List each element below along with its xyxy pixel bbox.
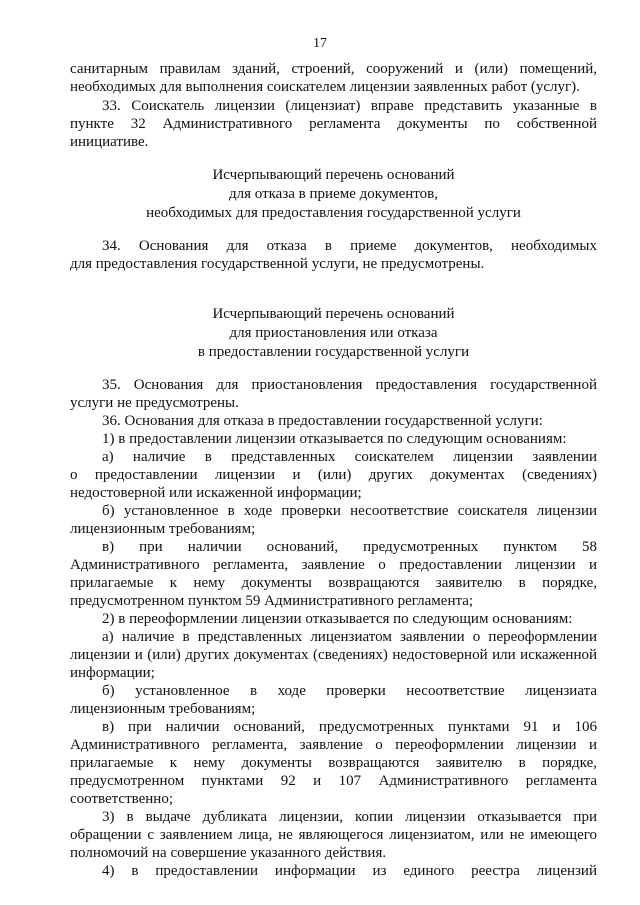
text-line: б) установленное в ходе проверки несоответствие соискателя лицензии [102,503,597,519]
text-line: необходимых для выполнения соискателем лицензии заявленных работ (услуг). [70,79,580,95]
text-line: обращении с заявлением лица, не являющегося лицензиатом, или не имеющего [70,827,597,843]
text-line: предусмотренном пунктами 92 и 107 Административного регламента [70,773,597,789]
text-line: в) при наличии оснований, предусмотренных пунктом 58 [102,539,597,555]
text-line: недостоверной или искаженной информации; [70,485,362,501]
section-heading-2 [70,305,597,362]
paragraph-34 [70,237,597,273]
text-line: лицензии и (или) других документах (сведениях) недостоверной или искаженной [70,647,597,663]
heading-line: Исчерпывающий перечень оснований [212,306,455,322]
text-line: о предоставлении лицензии и (или) других документах (сведениях) [70,467,597,483]
page-number: 17 [313,36,327,51]
text-line: предусмотренном пунктом 59 Административного регламента; [70,593,474,609]
text-line: Административного регламента, заявление о переоформлении лицензии и [70,737,597,753]
text-line: лицензионным требованиям; [70,701,256,717]
paragraph-33 [70,97,597,151]
text-line: соответственно; [70,791,173,807]
text-line: информации; [70,665,155,681]
text-line: санитарным правилам зданий, строений, сооружений и (или) помещений, [70,61,597,77]
text-line: прилагаемые к нему документы возвращаются заявителю в порядке, [70,755,597,771]
text-line: а) наличие в представленных соискателем лицензии заявлении [102,449,597,465]
heading-line: для приостановления или отказа [229,325,438,341]
text-line: 36. Основания для отказа в предоставлении государственной услуги: [102,413,543,429]
text-line: инициативе. [70,134,149,150]
text-line: прилагаемые к нему документы возвращаются заявителю в порядке, [70,575,597,591]
section-heading-1 [70,166,597,223]
heading-line: необходимых для предоставления государственной услуги [146,205,521,221]
heading-line: Исчерпывающий перечень оснований [212,167,455,183]
text-line: 1) в предоставлении лицензии отказывается по следующим основаниям: [102,431,567,447]
text-line: 35. Основания для приостановления предоставления государственной [102,377,597,393]
paragraph-35 [70,376,597,880]
text-line: для предоставления государственной услуги, не предусмотрены. [70,256,485,272]
text-line: 2) в переоформлении лицензии отказывается по следующим основаниям: [102,611,573,627]
text-line: 33. Соискатель лицензии (лицензиат) вправе представить указанные в [102,98,597,114]
text-line: в) при наличии оснований, предусмотренных пунктами 91 и 106 [102,719,597,735]
text-line: а) наличие в представленных лицензиатом заявлении о переоформлении [102,629,597,645]
text-line: 4) в предоставлении информации из единого реестра лицензий [102,863,597,879]
text-line: лицензионным требованиям; [70,521,256,537]
text-line: полномочий на совершение указанного действия. [70,845,387,861]
text-line: услуги не предусмотрены. [70,395,239,411]
text-line: Административного регламента, заявление о предоставлении лицензии и [70,557,597,573]
text-line: 34. Основания для отказа в приеме документов, необходимых [102,238,597,254]
text-line: 3) в выдаче дубликата лицензии, копии лицензии отказывается при [102,809,597,825]
paragraph-continuation [70,60,597,96]
text-line: б) установленное в ходе проверки несоответствие лицензиата [102,683,597,699]
text-line: пункте 32 Административного регламента документы по собственной [70,116,597,132]
heading-line: в предоставлении государственной услуги [197,344,470,360]
heading-line: для отказа в приеме документов, [229,186,438,202]
